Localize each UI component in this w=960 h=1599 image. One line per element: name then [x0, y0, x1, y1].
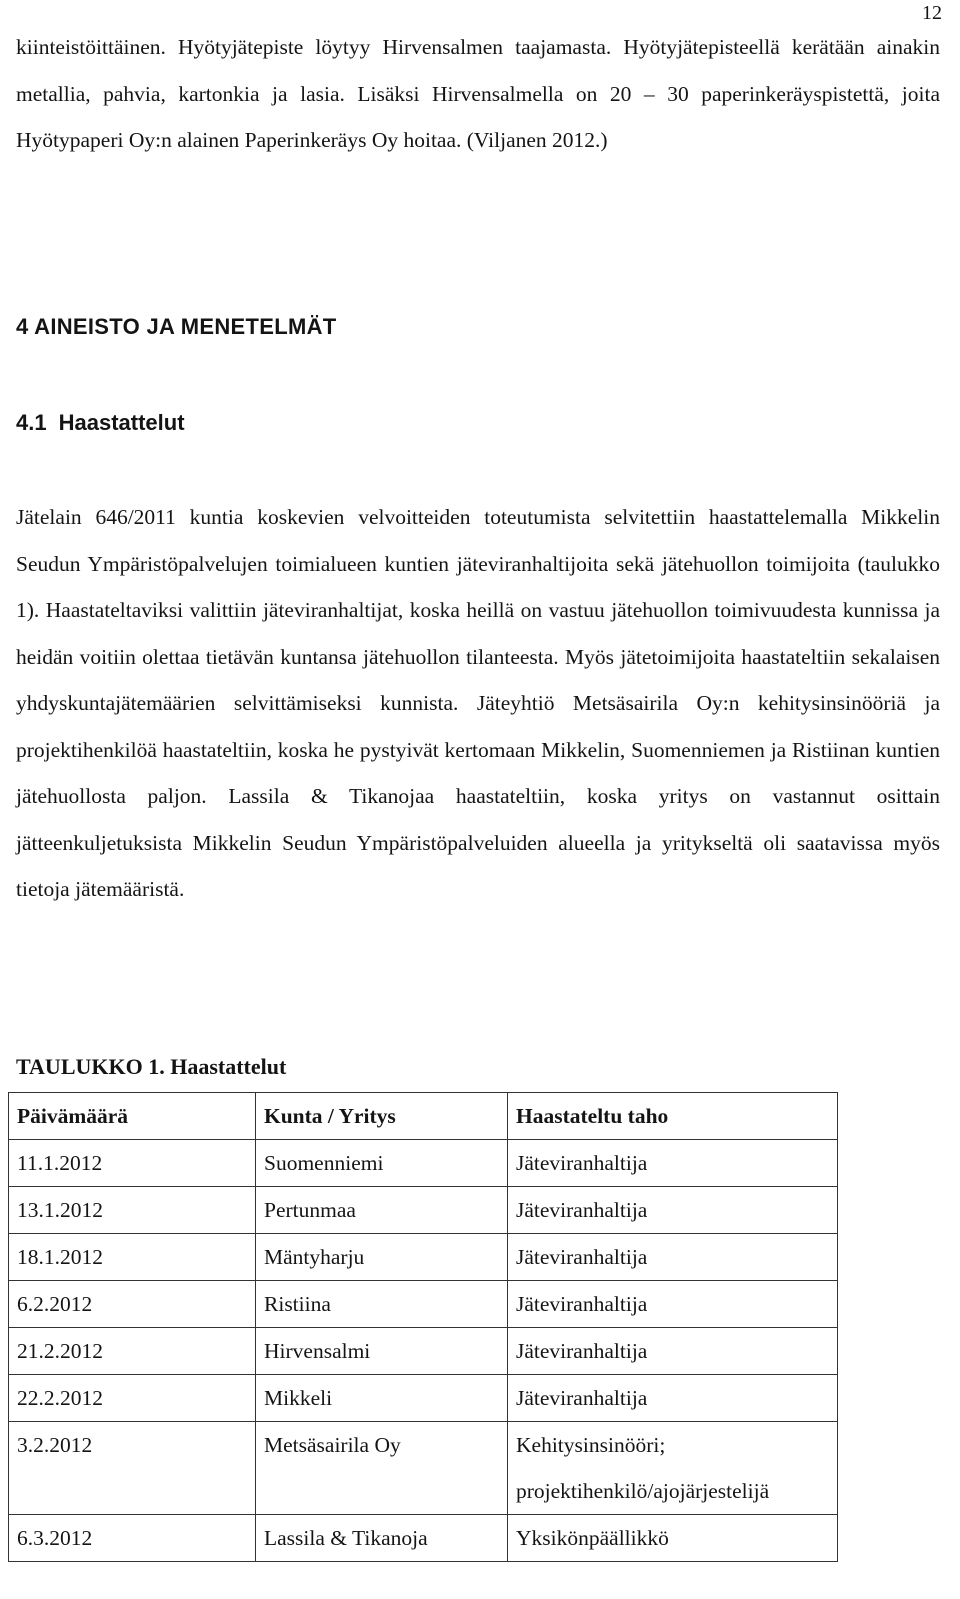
interviewee-cell: Jäteviranhaltija [508, 1234, 838, 1281]
table-caption: TAULUKKO 1. Haastattelut [16, 1054, 287, 1079]
table-row [9, 1140, 838, 1187]
date-cell: 13.1.2012 [9, 1187, 256, 1234]
table-header-row [9, 1093, 838, 1140]
date-cell: 3.2.2012 [9, 1422, 256, 1515]
organization-cell: Mäntyharju [256, 1234, 508, 1281]
column-header-interviewee: Haastateltu taho [508, 1093, 838, 1140]
organization-cell: Ristiina [256, 1281, 508, 1328]
section-heading [16, 410, 185, 436]
organization-cell: Mikkeli [256, 1375, 508, 1422]
chapter-heading: 4 AINEISTO JA MENETELMÄT [16, 314, 337, 339]
intro-paragraph: kiinteistöittäinen. Hyötyjätepiste löytyy Hirvensalmen taajamasta. Hyötyjätepisteellä kerätään ainakin metallia, pahvia, kartonkia ja lasia. Lisäksi Hirvensalmella on 20 – 30 paperinkeräyspistettä, joita Hyötypaperi Oy:n alainen Paperinkeräys Oy hoitaa. (Viljanen 2012.) [16, 35, 940, 152]
interviewee-cell: Jäteviranhaltija [508, 1187, 838, 1234]
interviewee-line: projektihenkilö/ajojärjestelijä [516, 1479, 770, 1503]
date-cell: 11.1.2012 [9, 1140, 256, 1187]
date-cell: 6.3.2012 [9, 1515, 256, 1562]
table-row [9, 1422, 838, 1515]
table-row [9, 1515, 838, 1562]
table-row [9, 1281, 838, 1328]
date-cell: 18.1.2012 [9, 1234, 256, 1281]
table-row [9, 1187, 838, 1234]
organization-cell: Lassila & Tikanoja [256, 1515, 508, 1562]
table-row [9, 1234, 838, 1281]
column-header-date: Päivämäärä [9, 1093, 256, 1140]
organization-cell: Metsäsairila Oy [256, 1422, 508, 1515]
interviewee-cell: Jäteviranhaltija [508, 1375, 838, 1422]
date-cell: 6.2.2012 [9, 1281, 256, 1328]
organization-cell: Suomenniemi [256, 1140, 508, 1187]
interviewee-line: Kehitysinsinööri; [516, 1433, 666, 1457]
date-cell: 21.2.2012 [9, 1328, 256, 1375]
section-number: 4.1 [16, 410, 47, 435]
column-header-organization: Kunta / Yritys [256, 1093, 508, 1140]
page-number: 12 [922, 2, 942, 24]
interviewee-cell: Jäteviranhaltija [508, 1140, 838, 1187]
table-row [9, 1328, 838, 1375]
date-cell: 22.2.2012 [9, 1375, 256, 1422]
interviewee-cell: Jäteviranhaltija [508, 1281, 838, 1328]
interviewee-cell: Jäteviranhaltija [508, 1328, 838, 1375]
section-title: Haastattelut [58, 410, 185, 435]
interviewee-cell: Yksikönpäällikkö [508, 1515, 838, 1562]
body-paragraph: Jätelain 646/2011 kuntia koskevien velvoitteiden toteutumista selvitettiin haastattelemalla Mikkelin Seudun Ympäristöpalvelujen toimialueen kuntien jäteviranhaltijoita sekä jätehuollon toimijoita (taulukko 1). Haastateltaviksi valittiin jäteviranhaltijat, koska heillä on vastuu jätehuollon toimivuudesta kunnissa ja heidän voitiin olettaa tietävän kuntansa jätehuollon tilanteesta. Myös jätetoimijoita haastateltiin sekalaisen yhdyskuntajätemäärien selvittämiseksi kunnista. Jäteyhtiö Metsäsairila Oy:n kehitysinsinööriä ja projektihenkilöä haastateltiin, koska he pystyivät kertomaan Mikkelin, Suomenniemen ja Ristiinan kuntien jätehuollosta paljon. Lassila & Tikanojaa haastateltiin, koska yritys on vastannut osittain jätteenkuljetuksista Mikkelin Seudun Ympäristöpalveluiden alueella ja yritykseltä oli saatavissa myös tietoja jätemääristä. [16, 505, 940, 901]
interviewee-cell [508, 1422, 838, 1515]
organization-cell: Pertunmaa [256, 1187, 508, 1234]
organization-cell: Hirvensalmi [256, 1328, 508, 1375]
table-row [9, 1375, 838, 1422]
interviews-table [8, 1092, 838, 1562]
